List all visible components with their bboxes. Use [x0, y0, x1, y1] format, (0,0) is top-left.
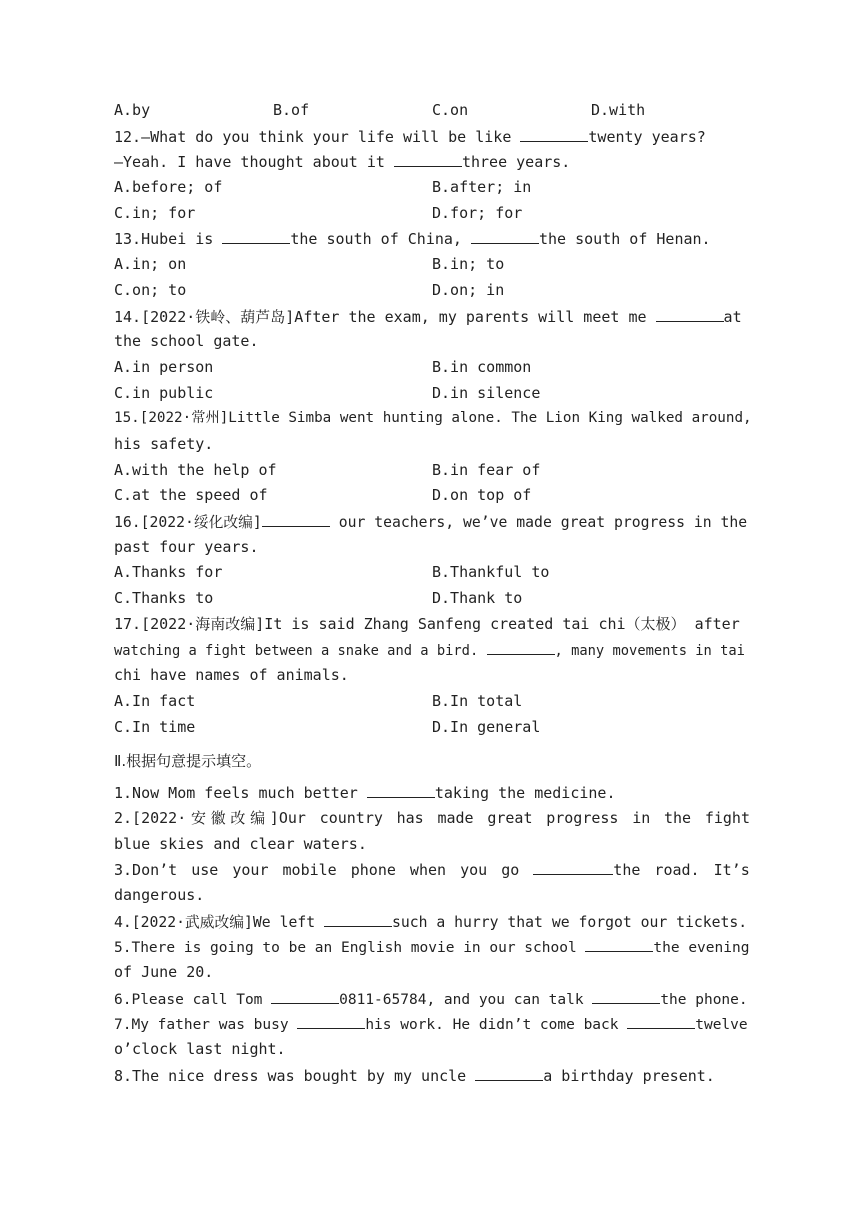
q13-text: the south of China, — [290, 230, 471, 249]
q16-line2: past four years. — [114, 537, 259, 556]
q13-options-row2 — [114, 278, 750, 304]
answer-blank[interactable] — [475, 1063, 543, 1081]
q15-line1: 15.[2022·常州]Little Simba went hunting alone. The Lion King walked around, — [114, 410, 752, 427]
q11-option-d: D.with — [591, 101, 646, 119]
q16-options-row1 — [114, 560, 750, 586]
q15-option-a: A.with the help of — [114, 460, 277, 479]
fill-text: 7.My father was busy — [114, 1017, 298, 1034]
q17-option-d: D.In general — [432, 717, 541, 736]
q14-option-a: A.in person — [114, 357, 214, 376]
q13-option-d: D.on; in — [432, 280, 505, 299]
q13-text: 13.Hubei is — [114, 230, 223, 249]
fill-text: 3.Don’t use your mobile phone when you go — [114, 861, 534, 880]
q16-text: our teachers, we’ve made great progress in the — [329, 514, 748, 531]
fill-text: 5.There is going to be an English movie in our school — [114, 940, 586, 957]
fill-5-line1 — [114, 934, 750, 960]
fill-text: the phone. — [660, 991, 748, 1008]
answer-blank[interactable] — [367, 780, 435, 798]
answer-blank[interactable] — [271, 986, 339, 1004]
fill-text: taking the medicine. — [434, 784, 616, 803]
fill-6 — [114, 986, 750, 1012]
q15-options-row1 — [114, 458, 750, 484]
q14-text: at — [723, 307, 742, 326]
q14-option-c: C.in public — [114, 383, 214, 402]
fill-3-line2: dangerous. — [114, 885, 205, 904]
answer-blank[interactable] — [394, 149, 462, 167]
q13-options-row1 — [114, 252, 750, 278]
fill-text: his work. He didn’t come back — [365, 1017, 628, 1034]
fill-3-line1 — [114, 857, 750, 883]
answer-blank[interactable] — [324, 909, 392, 927]
q12-line2 — [114, 149, 750, 175]
q11-option-c: C.on — [432, 101, 469, 119]
q17-options-row2 — [114, 715, 750, 741]
fill-1 — [114, 780, 750, 806]
q15-option-d: D.on top of — [432, 486, 532, 505]
q17-text: watching a fight between a snake and a bird. — [114, 643, 487, 660]
fill-text: 0811-65784, and you can talk — [339, 991, 593, 1008]
q12-options-row2 — [114, 201, 750, 227]
q14-line1 — [114, 304, 750, 330]
q11-options — [114, 98, 750, 124]
fill-8 — [114, 1063, 750, 1089]
q12-option-b: B.after; in — [432, 178, 532, 197]
answer-blank[interactable] — [520, 124, 588, 142]
q17-line2 — [114, 637, 750, 663]
q17-line1: 17.[2022·海南改编]It is said Zhang Sanfeng created tai chi（太极） after — [114, 614, 740, 633]
q11-option-a: A.by — [114, 101, 151, 119]
q12-option-d: D.for; for — [432, 203, 523, 222]
q12-line1 — [114, 124, 750, 150]
answer-blank[interactable] — [222, 226, 290, 244]
q14-line2: the school gate. — [114, 332, 259, 351]
fill-4 — [114, 909, 750, 935]
q16-options-row2 — [114, 586, 750, 612]
q14-options-row1 — [114, 355, 750, 381]
fill-text: a birthday present. — [543, 1066, 715, 1085]
fill-text: such a hurry that we forgot our tickets. — [391, 913, 748, 931]
q16-text: 16.[2022·绥化改编] — [114, 514, 262, 531]
q12-text: three years. — [461, 153, 571, 172]
q17-options-row1 — [114, 689, 750, 715]
q12-text: twenty years? — [588, 127, 706, 146]
q16-option-c: C.Thanks to — [114, 589, 214, 608]
q17-option-a: A.In fact — [114, 691, 196, 710]
answer-blank[interactable] — [487, 637, 555, 655]
answer-blank[interactable] — [585, 934, 653, 952]
q14-text: 14.[2022·铁岭、葫芦岛]After the exam, my parents will meet me — [114, 307, 656, 326]
fill-text: 1.Now Mom feels much better — [114, 784, 367, 803]
q12-text: —Yeah. I have thought about it — [114, 153, 394, 172]
q16-option-a: A.Thanks for — [114, 563, 223, 582]
fill-text: 8.The nice dress was bought by my uncle — [114, 1066, 476, 1085]
q15-line2: his safety. — [114, 434, 214, 453]
fill-7-line1 — [114, 1011, 750, 1037]
q13-line1 — [114, 226, 750, 252]
fill-7-line2: o’clock last night. — [114, 1040, 286, 1059]
q16-option-b: B.Thankful to — [432, 563, 550, 582]
answer-blank[interactable] — [533, 857, 613, 875]
answer-blank[interactable] — [656, 304, 724, 322]
worksheet-page — [114, 98, 750, 1088]
fill-text: 6.Please call Tom — [114, 991, 272, 1008]
q12-option-c: C.in; for — [114, 203, 196, 222]
q15-option-b: B.in fear of — [432, 460, 541, 479]
q12-options-row1 — [114, 175, 750, 201]
answer-blank[interactable] — [262, 509, 330, 527]
q15-options-row2 — [114, 483, 750, 509]
q17-option-b: B.In total — [432, 691, 523, 710]
q13-option-b: B.in; to — [432, 255, 505, 274]
q12-option-a: A.before; of — [114, 178, 223, 197]
fill-2-line2: blue skies and clear waters. — [114, 834, 367, 853]
fill-5-line2: of June 20. — [114, 963, 214, 981]
q13-text: the south of Henan. — [539, 230, 711, 249]
q17-text: , many movements in tai — [554, 643, 745, 660]
q16-option-d: D.Thank to — [432, 589, 523, 608]
q13-option-c: C.on; to — [114, 280, 187, 299]
q16-line1 — [114, 509, 750, 535]
answer-blank[interactable] — [627, 1011, 695, 1029]
q14-options-row2 — [114, 381, 750, 407]
fill-text: the evening — [653, 940, 750, 957]
q17-line3: chi have names of animals. — [114, 666, 349, 685]
q13-option-a: A.in; on — [114, 255, 187, 274]
fill-text: the road. It’s — [613, 861, 750, 880]
fill-text: 4.[2022·武威改编]We left — [114, 913, 324, 931]
q14-option-b: B.in common — [432, 357, 532, 376]
section-title: Ⅱ.根据句意提示填空。 — [114, 752, 262, 771]
answer-blank[interactable] — [471, 226, 539, 244]
q15-option-c: C.at the speed of — [114, 486, 268, 505]
answer-blank[interactable] — [592, 986, 660, 1004]
q11-option-b: B.of — [273, 101, 310, 119]
fill-2-line1: 2.[2022·安徽改编]Our country has made great progress in the fight — [114, 808, 750, 827]
q12-text: 12.—What do you think your life will be like — [114, 127, 521, 146]
q17-option-c: C.In time — [114, 717, 196, 736]
answer-blank[interactable] — [297, 1011, 365, 1029]
fill-text: twelve — [695, 1017, 748, 1034]
q14-option-d: D.in silence — [432, 383, 541, 402]
